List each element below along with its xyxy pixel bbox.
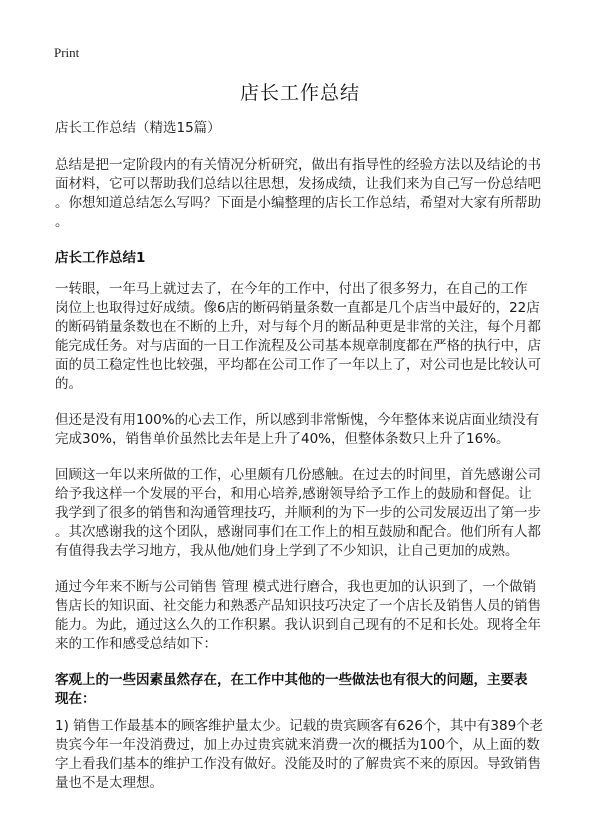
text-line: 完成30%，销售单价虽然比去年是上升了40%，但整体条数只上升了16%。 — [55, 431, 510, 447]
print-link[interactable]: Print — [54, 45, 80, 60]
text-line: 。其次感谢我的这个团队，感谢同事们在工作上的相互鼓励和配合。他们所有人都 — [55, 524, 541, 540]
list-item-1 — [55, 717, 555, 793]
paragraph-3 — [55, 466, 555, 561]
text-line: 给予我这样一个发展的平台，和用心培养,感谢领导给予工作上的鼓励和督促。让 — [55, 486, 532, 502]
section-heading: 店长工作总结1 — [55, 250, 146, 266]
text-line: 贵宾今年一年没消费过，加上办过贵宾就来消费一次的概括为100个，从上面的数 — [55, 737, 540, 753]
text-line: 岗位上也取得过好成绩。像6店的断码销量条数一直都是几个店当中最好的，22店 — [55, 300, 540, 316]
text-line: 的断码销量条数也在不断的上升，对与每个月的断品种更是非常的关注，每个月都 — [55, 319, 541, 335]
text-line: 回顾这一年以来所做的工作，心里颇有几份感触。在过去的时间里，首先感谢公司 — [55, 467, 541, 483]
bold-summary-paragraph — [55, 671, 555, 709]
text-line: 字上看我们基本的维护工作没有做好。没能及时的了解贵宾不来的原因。导致销售 — [55, 756, 541, 772]
text-line: 来的工作和感受总结如下： — [55, 636, 217, 652]
text-line: 通过今年来不断与公司销售 管理 模式进行磨合，我也更加的认识到了，一个做销 — [55, 579, 537, 595]
text-line: 有值得我去学习地方，我从他/她们身上学到了不少知识，让自己更加的成熟。 — [55, 543, 519, 559]
text-line: 。你想知道总结怎么写吗？下面是小编整理的店长工作总结，希望对大家有所帮助 — [55, 195, 541, 211]
intro-paragraph — [55, 156, 555, 232]
text-line: 能力。为此，通过这么久的工作积累。我认识到自己现有的不足和长处。现将全年 — [55, 617, 541, 633]
document-subtitle: 店长工作总结（精选15篇） — [55, 120, 221, 136]
text-line: 总结是把一定阶段内的有关情况分析研究，做出有指导性的经验方法以及结论的书 — [55, 157, 541, 173]
text-line: 客观上的一些因素虽然存在，在工作中其他的一些做法也有很大的问题，主要表 — [55, 672, 528, 688]
text-line: 面的员工稳定性也比较强，平均都在公司工作了一年以上了，对公司也是比较认可 — [55, 357, 541, 373]
document-body — [55, 119, 555, 810]
text-line: 能完成任务。对与店面的一日工作流程及公司基本规章制度都在严格的执行中，店 — [55, 338, 541, 354]
text-line: 售店长的知识面、社交能力和熟悉产品知识技巧决定了一个店长及销售人员的销售 — [55, 598, 541, 614]
text-line: 量也不是太理想。 — [55, 775, 163, 791]
text-line: 。 — [55, 214, 69, 230]
text-line: 1) 销售工作最基本的顾客维护量太少。记载的贵宾顾客有626个，其中有389个老 — [55, 718, 544, 734]
paragraph-1 — [55, 280, 555, 394]
text-line: 我学到了很多的销售和沟通管理技巧，并顺利的为下一步的公司发展迈出了第一步 — [55, 505, 541, 521]
paragraph-4 — [55, 578, 555, 654]
page-title: 店长工作总结 — [239, 82, 360, 104]
text-line: 一转眼，一年马上就过去了，在今年的工作中，付出了很多努力，在自己的工作 — [55, 281, 528, 297]
text-line: 现在： — [55, 691, 96, 707]
paragraph-2 — [55, 411, 555, 449]
text-line: 面材料，它可以帮助我们总结以往思想，发扬成绩，让我们来为自己写一份总结吧 — [55, 176, 541, 192]
text-line: 的。 — [55, 376, 82, 392]
text-line: 但还是没有用100%的心去工作，所以感到非常惭愧，今年整体来说店面业绩没有 — [55, 412, 540, 428]
